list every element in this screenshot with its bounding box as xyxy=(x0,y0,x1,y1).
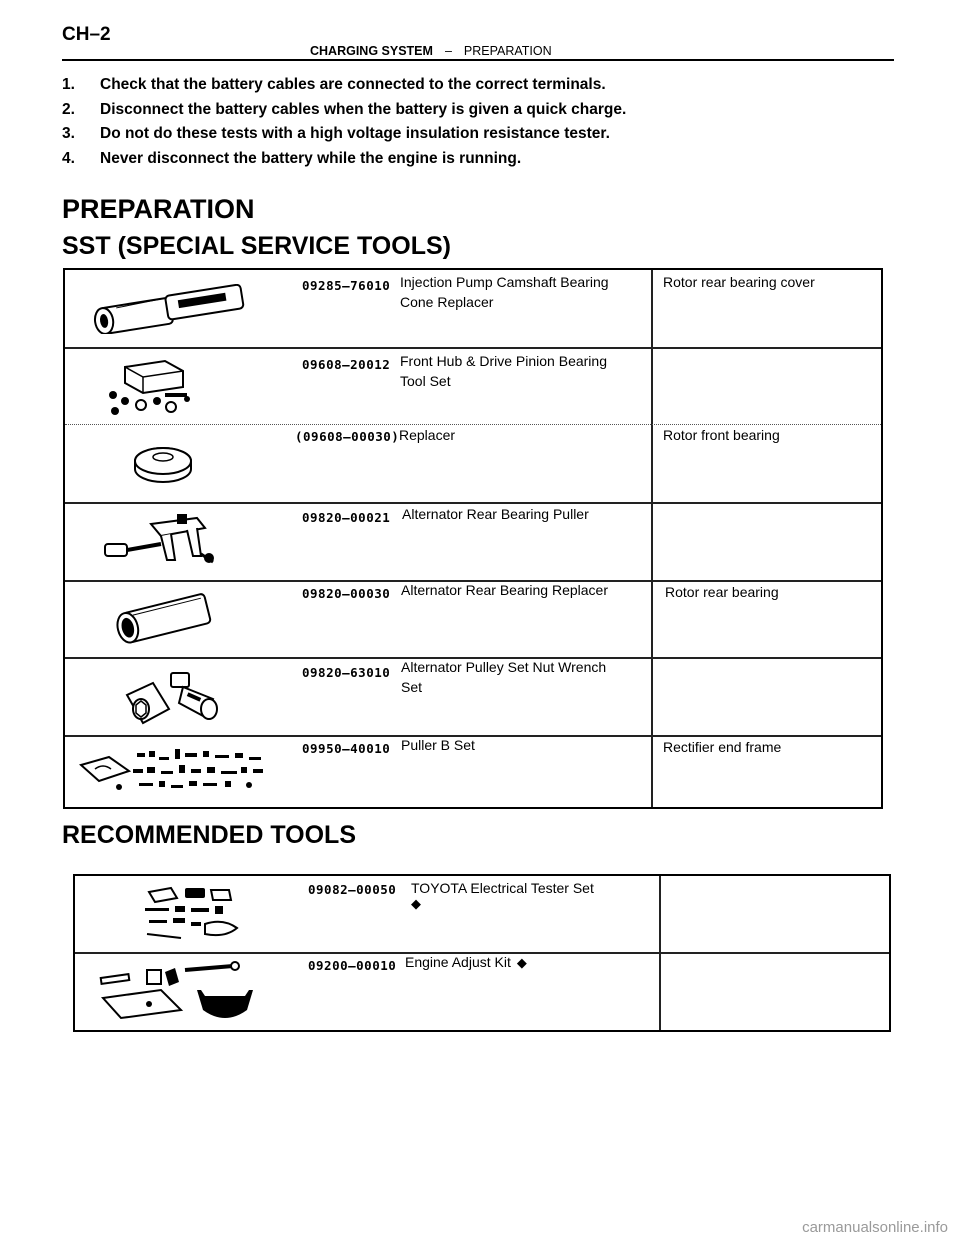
tool-use: Rectifier end frame xyxy=(663,739,782,755)
part-number: 09285–76010 xyxy=(302,278,391,293)
note-number: 1. xyxy=(62,76,75,93)
table-row xyxy=(65,659,881,737)
tool-use: Rotor rear bearing xyxy=(665,584,779,600)
tool-name-line: Injection Pump Camshaft Bearing xyxy=(400,274,609,290)
table-row xyxy=(65,270,881,349)
tool-name-line: Cone Replacer xyxy=(400,294,494,310)
engine-adjust-kit-icon xyxy=(97,960,257,1026)
part-number: 09820–00021 xyxy=(302,510,391,525)
tool-name xyxy=(401,735,475,755)
header-section: PREPARATION xyxy=(463,44,552,58)
part-number: 09608–20012 xyxy=(302,357,391,372)
tool-name xyxy=(399,425,455,445)
part-number: (09608–00030) xyxy=(295,429,400,444)
part-number: 09950–40010 xyxy=(302,741,391,756)
note-item xyxy=(62,73,626,98)
note-number: 3. xyxy=(62,125,75,142)
header-system: CHARGING SYSTEM xyxy=(310,44,433,58)
part-number: 09082–00050 xyxy=(308,882,397,897)
table-row xyxy=(65,349,881,425)
table-row xyxy=(75,876,889,954)
sst-heading: SST (SPECIAL SERVICE TOOLS) xyxy=(62,232,451,260)
header-title xyxy=(310,44,552,58)
round-disc-replacer-icon xyxy=(131,441,195,485)
puller-kit-icon xyxy=(79,743,269,795)
sst-table xyxy=(63,268,883,809)
note-text: Do not do these tests with a high voltage insulation resistance tester. xyxy=(100,125,610,142)
socket-wrench-set-icon xyxy=(121,669,225,729)
tool-name-line: Front Hub & Drive Pinion Bearing xyxy=(400,353,607,369)
note-number: 2. xyxy=(62,100,75,118)
part-number: 09820–00030 xyxy=(302,586,391,601)
footer-watermark: carmanualsonline.info xyxy=(802,1219,948,1236)
tool-name-line: Tool Set xyxy=(400,373,451,389)
bearing-puller-icon xyxy=(101,514,219,572)
tool-name xyxy=(411,878,594,898)
diamond-icon: ◆ xyxy=(411,896,421,911)
tool-name xyxy=(401,657,606,697)
tool-name xyxy=(402,504,589,524)
page-number: CH–2 xyxy=(62,24,111,45)
electrical-tester-set-icon xyxy=(141,884,251,944)
table-row xyxy=(65,425,881,504)
table-row xyxy=(65,737,881,809)
recommended-tools-table xyxy=(73,874,891,1032)
tool-name-line: Engine Adjust Kit xyxy=(405,954,511,970)
tool-name-line: Alternator Rear Bearing Replacer xyxy=(401,582,608,598)
short-tube-replacer-icon xyxy=(111,592,215,648)
note-text: Never disconnect the battery while the engine is running. xyxy=(100,149,522,167)
long-tube-tool-icon xyxy=(87,284,247,334)
note-number: 4. xyxy=(62,149,75,167)
tool-name xyxy=(401,580,608,600)
note-item xyxy=(62,122,626,147)
table-row xyxy=(75,954,889,1030)
tool-name xyxy=(405,952,527,973)
note-text: Check that the battery cables are connected to the correct terminals. xyxy=(100,76,606,93)
table-row xyxy=(65,582,881,659)
part-number: 09200–00010 xyxy=(308,958,397,973)
tool-set-case-icon xyxy=(105,357,200,419)
notes-list xyxy=(62,73,626,171)
preparation-heading: PREPARATION xyxy=(62,194,255,224)
tool-name xyxy=(400,272,609,312)
tool-name-line: Set xyxy=(401,679,423,695)
tool-name-line: Puller B Set xyxy=(401,737,475,753)
tool-use: Rotor front bearing xyxy=(663,427,780,443)
note-item xyxy=(62,98,626,123)
tool-name-line: Replacer xyxy=(399,427,456,443)
tool-name-line: TOYOTA Electrical Tester Set xyxy=(411,880,594,896)
note-text: Disconnect the battery cables when the battery is given a quick charge. xyxy=(100,100,627,118)
tool-name xyxy=(400,351,607,391)
header-separator: – xyxy=(444,44,452,58)
tool-name-line: Alternator Rear Bearing Puller xyxy=(402,506,589,522)
tool-use: Rotor rear bearing cover xyxy=(663,274,815,290)
diamond-icon: ◆ xyxy=(516,955,527,970)
note-item xyxy=(62,147,626,172)
tool-name-line: Alternator Pulley Set Nut Wrench xyxy=(401,659,607,675)
recommended-tools-heading: RECOMMENDED TOOLS xyxy=(62,821,356,849)
part-number: 09820–63010 xyxy=(302,665,391,680)
table-row xyxy=(65,504,881,582)
header-rule xyxy=(62,59,894,61)
